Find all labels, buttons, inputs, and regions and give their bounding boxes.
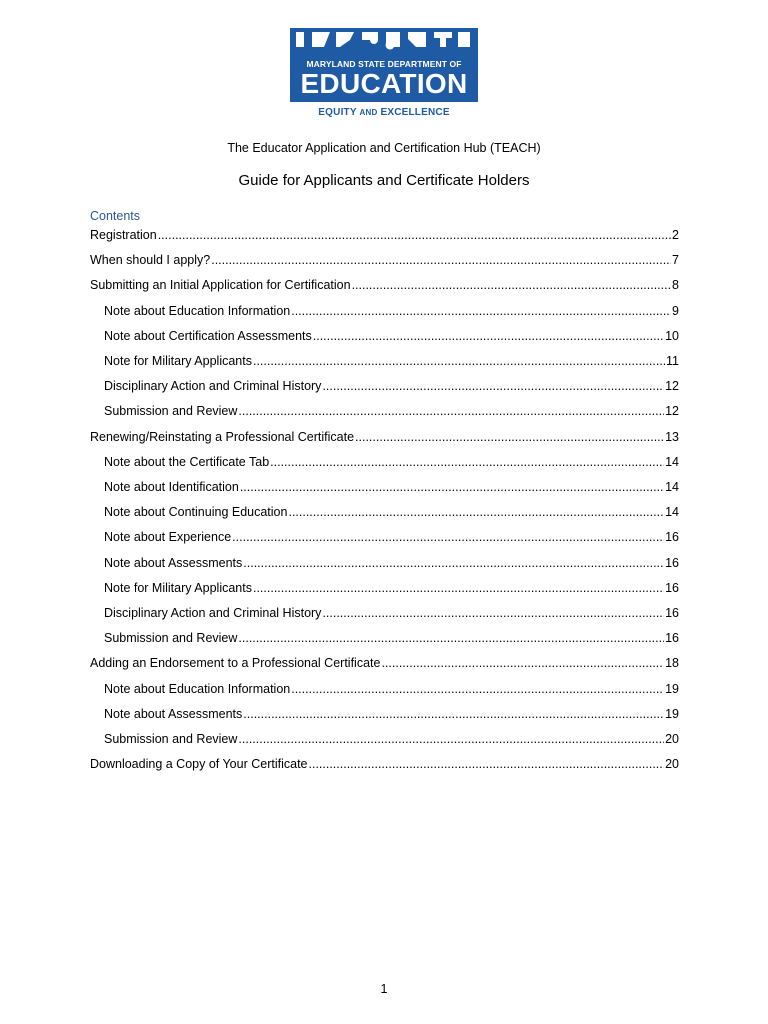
toc-dot-leader <box>381 656 664 670</box>
toc-entry-label: Note about Identification <box>104 480 239 494</box>
toc-dot-leader <box>322 606 664 620</box>
toc-entry[interactable] <box>104 606 679 626</box>
toc-entry-page: 9 <box>672 304 679 318</box>
toc-entry[interactable] <box>90 278 679 298</box>
toc-dot-leader <box>291 682 664 696</box>
tagline-and: AND <box>359 108 378 117</box>
page-number: 1 <box>380 982 388 996</box>
toc-entry-page: 14 <box>665 455 679 469</box>
toc-dot-leader <box>240 480 664 494</box>
toc-entry-page: 7 <box>672 253 679 267</box>
toc-entry[interactable] <box>90 253 679 273</box>
toc-entry-page: 19 <box>665 707 679 721</box>
toc-entry-page: 10 <box>665 329 679 343</box>
toc-dot-leader <box>243 556 664 570</box>
toc-entry-page: 18 <box>665 656 679 670</box>
toc-entry-label: Registration <box>90 228 157 242</box>
toc-dot-leader <box>291 304 671 318</box>
toc-entry-label: Disciplinary Action and Criminal History <box>104 606 322 620</box>
toc-dot-leader <box>253 354 665 368</box>
toc-entry-label: When should I apply? <box>90 253 211 267</box>
tagline-equity: EQUITY <box>318 107 357 118</box>
toc-dot-leader <box>238 631 664 645</box>
toc-entry-page: 19 <box>665 682 679 696</box>
toc-entry[interactable] <box>104 505 679 525</box>
toc-dot-leader <box>158 228 671 242</box>
toc-entry[interactable] <box>104 455 679 475</box>
toc-entry[interactable] <box>104 480 679 500</box>
toc-entry-page: 2 <box>672 228 679 242</box>
toc-dot-leader <box>270 455 664 469</box>
toc-entry-page: 16 <box>665 530 679 544</box>
toc-entry-page: 16 <box>665 631 679 645</box>
toc-dot-leader <box>243 707 664 721</box>
toc-entry-label: Adding an Endorsement to a Professional Certificate <box>90 656 381 670</box>
toc-entry-label: Note about Education Information <box>104 682 291 696</box>
toc-entry[interactable] <box>90 430 679 450</box>
toc-entry-label: Note about Assessments <box>104 556 243 570</box>
toc-entry-page: 11 <box>666 354 679 368</box>
logo-tagline <box>290 107 478 118</box>
document-subtitle: The Educator Application and Certification Hub (TEACH) <box>227 141 541 155</box>
toc-dot-leader <box>238 732 664 746</box>
toc-entry[interactable] <box>104 631 679 651</box>
toc-entry[interactable] <box>104 707 679 727</box>
toc-entry-label: Note about Assessments <box>104 707 243 721</box>
toc-entry-page: 14 <box>665 480 679 494</box>
toc-entry[interactable] <box>90 228 679 248</box>
toc-entry-page: 16 <box>665 581 679 595</box>
toc-entry-page: 8 <box>672 278 679 292</box>
toc-entry[interactable] <box>104 530 679 550</box>
msde-logo <box>290 28 478 124</box>
toc-entry-label: Submission and Review <box>104 732 238 746</box>
toc-entry-label: Submission and Review <box>104 631 238 645</box>
tagline-excellence: EXCELLENCE <box>380 107 450 118</box>
toc-entry-page: 12 <box>665 404 679 418</box>
toc-entry[interactable] <box>104 404 679 424</box>
toc-entry[interactable] <box>104 556 679 576</box>
toc-entry-label: Note about Experience <box>104 530 232 544</box>
toc-dot-leader <box>238 404 664 418</box>
toc-entry-page: 14 <box>665 505 679 519</box>
toc-entry-page: 20 <box>665 757 679 771</box>
toc-dot-leader <box>313 329 664 343</box>
toc-entry[interactable] <box>104 379 679 399</box>
toc-entry-label: Disciplinary Action and Criminal History <box>104 379 322 393</box>
toc-dot-leader <box>355 430 664 444</box>
toc-entry-label: Submitting an Initial Application for Certification <box>90 278 351 292</box>
toc-entry-label: Note about Education Information <box>104 304 291 318</box>
toc-dot-leader <box>322 379 664 393</box>
toc-dot-leader <box>253 581 664 595</box>
flag-pattern-icon <box>290 28 478 56</box>
toc-entry-label: Downloading a Copy of Your Certificate <box>90 757 308 771</box>
document-title: Guide for Applicants and Certificate Holders <box>238 172 530 189</box>
toc-entry-label: Note about the Certificate Tab <box>104 455 270 469</box>
toc-entry-label: Note about Certification Assessments <box>104 329 312 343</box>
toc-entry[interactable] <box>104 354 679 374</box>
toc-dot-leader <box>288 505 664 519</box>
toc-entry-page: 16 <box>665 606 679 620</box>
toc-dot-leader <box>211 253 671 267</box>
toc-dot-leader <box>309 757 665 771</box>
toc-entry[interactable] <box>104 329 679 349</box>
toc-entry-page: 20 <box>665 732 679 746</box>
toc-entry[interactable] <box>104 581 679 601</box>
toc-entry[interactable] <box>104 682 679 702</box>
toc-entry-page: 16 <box>665 556 679 570</box>
toc-entry[interactable] <box>90 656 679 676</box>
toc-entry-page: 13 <box>665 430 679 444</box>
toc-entry[interactable] <box>90 757 679 777</box>
toc-entry-label: Note for Military Applicants <box>104 581 252 595</box>
contents-heading: Contents <box>90 209 141 223</box>
toc-entry-page: 12 <box>665 379 679 393</box>
logo-state-name: MARYLAND STATE DEPARTMENT OF <box>306 59 462 69</box>
logo-education-wordmark: EDUCATION <box>300 68 468 99</box>
toc-entry[interactable] <box>104 304 679 324</box>
toc-entry-label: Renewing/Reinstating a Professional Certificate <box>90 430 355 444</box>
toc-entry-label: Note for Military Applicants <box>104 354 252 368</box>
toc-entry-label: Note about Continuing Education <box>104 505 288 519</box>
toc-entry[interactable] <box>104 732 679 752</box>
toc-entry-label: Submission and Review <box>104 404 238 418</box>
toc-dot-leader <box>232 530 664 544</box>
toc-dot-leader <box>352 278 671 292</box>
